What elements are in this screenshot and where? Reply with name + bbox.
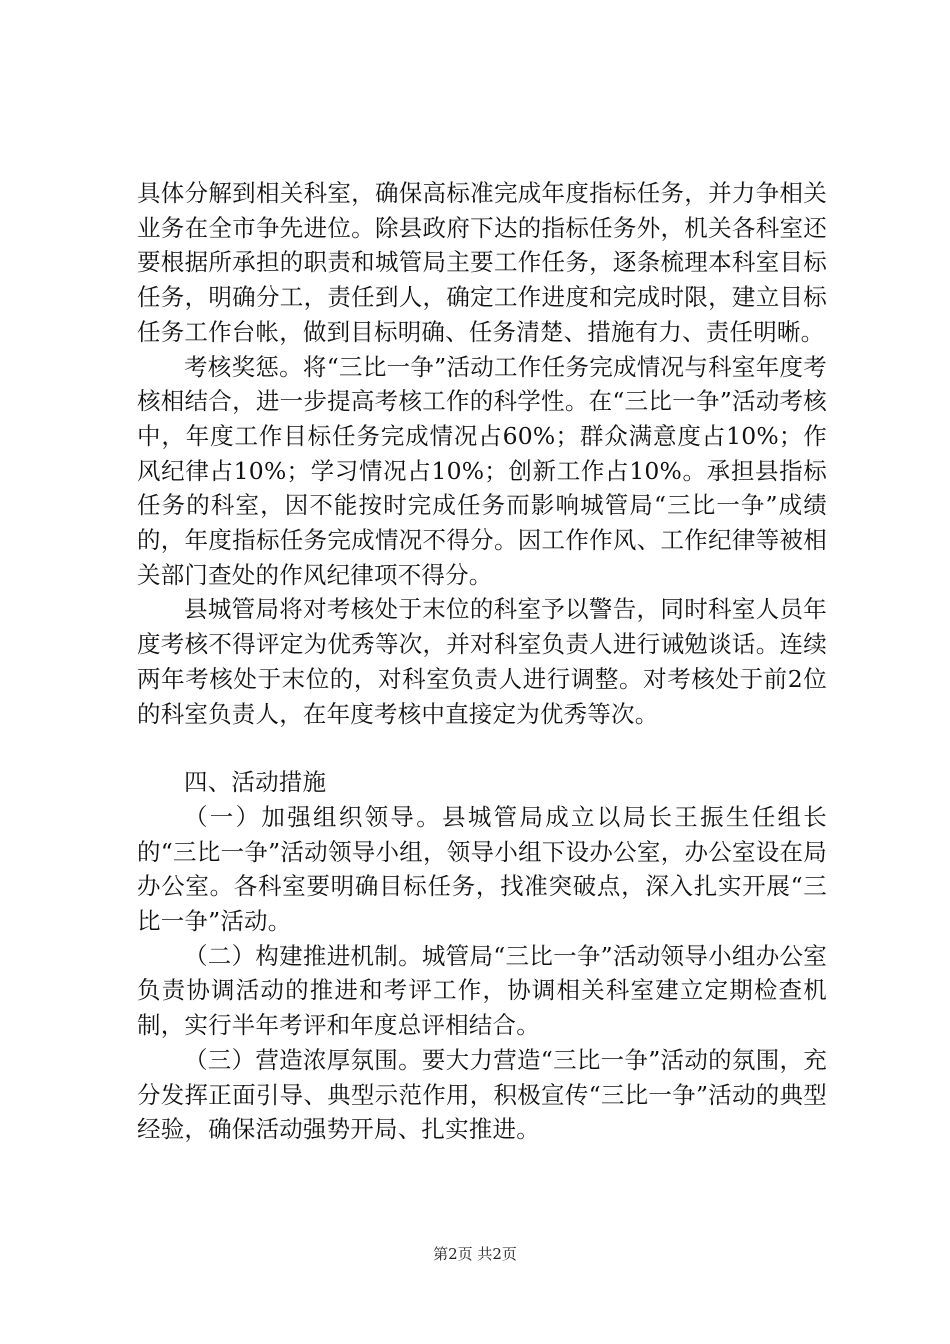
measure-item-3: （三）营造浓厚氛围。要大力营造“三比一争”活动的氛围，充分发挥正面引导、典型示范作用，积极宣传“三比一争”活动的典型经验，确保活动强势开局、扎实推进。 [137,1045,827,1144]
measure-item-2: （二）构建推进机制。城管局“三比一争”活动领导小组办公室负责协调活动的推进和考评工作，协调相关科室建立定期检查机制，实行半年考评和年度总评相结合。 [137,941,827,1040]
paragraph-assessment-penalties: 县城管局将对考核处于末位的科室予以警告，同时科室人员年度考核不得评定为优秀等次，并对科室负责人进行诫勉谈话。连续两年考核处于末位的，对科室负责人进行调整。对考核处于前2位的科室负责人，在年度考核中直接定为优秀等次。 [137,595,827,728]
paragraph-assessment-rewards: 考核奖惩。将“三比一争”活动工作任务完成情况与科室年度考核相结合，进一步提高考核工作的科学性。在“三比一争”活动考核中，年度工作目标任务完成情况占60%；群众满意度占10%；作风纪律占10%；学习情况占10%；创新工作占10%。承担县指标任务的科室，因不能按时完成任务而影响城管局“三比一争”成绩的，年度指标任务完成情况不得分。因工作作风、工作纪律等被相关部门查处的作风纪律项不得分。 [137,352,827,589]
document-body [137,176,827,1147]
page-footer: 第2页 共2页 [433,1245,517,1263]
measure-item-1: （一）加强组织领导。县城管局成立以局长王振生任组长的“三比一争”活动领导小组，领导小组下设办公室，办公室设在局办公室。各科室要明确目标任务，找准突破点，深入扎实开展“三比一争”活动。 [137,802,827,936]
section-heading-measures: 四、活动措施 [184,768,327,797]
paragraph-task-breakdown: 具体分解到相关科室，确保高标准完成年度指标任务，并力争相关业务在全市争先进位。除县政府下达的指标任务外，机关各科室还要根据所承担的职责和城管局主要工作任务，逐条梳理本科室目标任务，明确分工，责任到人，确定工作进度和完成时限，建立目标任务工作台帐，做到目标明确、任务清楚、措施有力、责任明晰。 [137,179,827,346]
